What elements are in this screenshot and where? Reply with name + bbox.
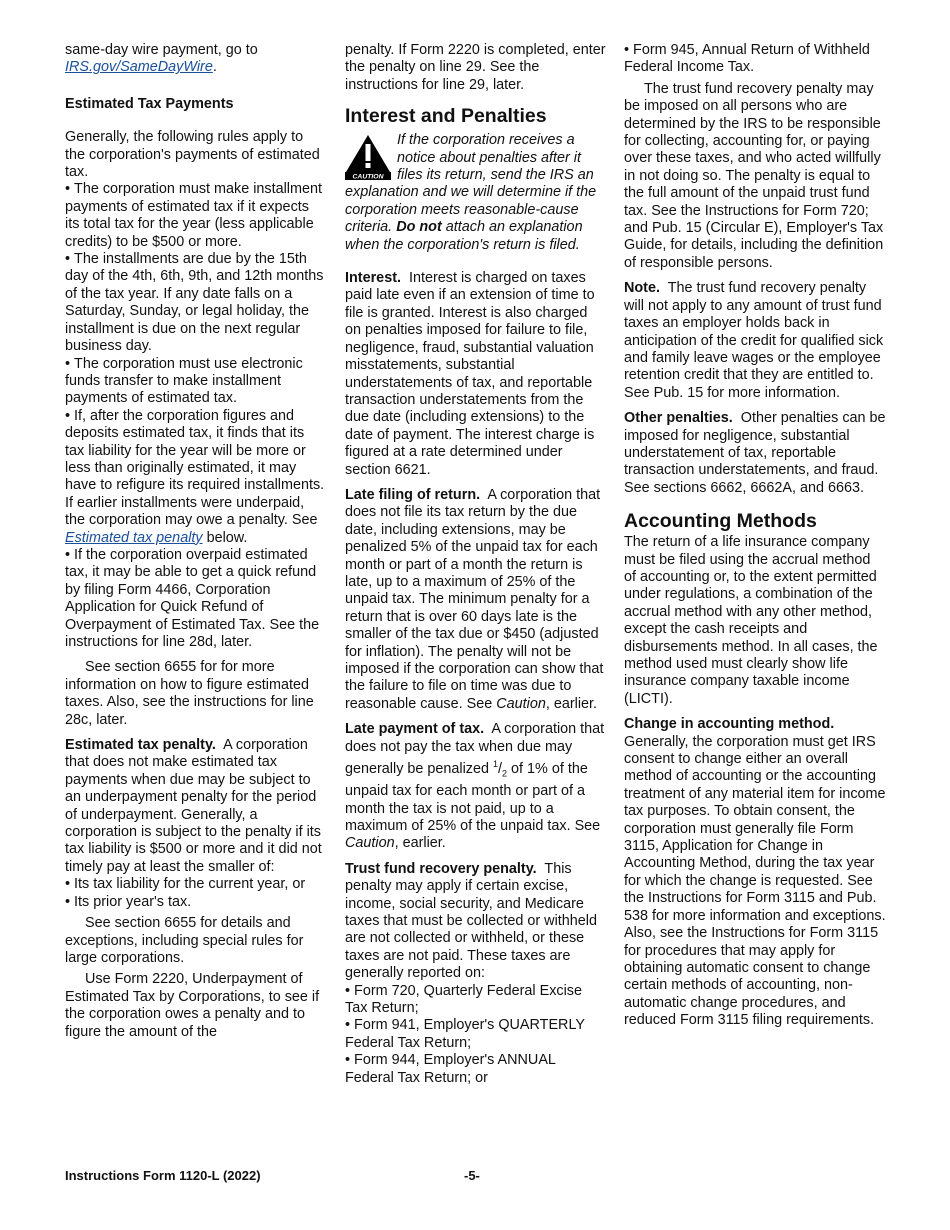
footer-page-number: -5- (464, 1168, 480, 1183)
paragraph-late-payment: Late payment of tax. A corporation that does not pay the tax when due may generally be penalized $^1/_2$ of 1% of the unpaid tax for each month or part of a month the tax is not paid, up to a maximum of 25% of the unpaid tax. See Caution, earlier. (345, 721, 605, 852)
bullet-current-year: • Its tax liability for the current year, or (65, 876, 327, 893)
paragraph-penalty-continued: penalty. If Form 2220 is completed, enter the penalty on line 29. See the instructions for line 29, later. (345, 42, 606, 93)
bullet-form-720: • Form 720, Quarterly Federal Excise Tax Return; (345, 983, 607, 1018)
paragraph-section-6655-details: See section 6655 for details and exceptions, including special rules for large corporations. (65, 915, 304, 966)
paragraph-general-rules: Generally, the following rules apply to the corporation's payments of estimated tax. (65, 129, 320, 181)
caution-do-not: Do not (396, 219, 442, 236)
paragraph-accounting-methods: The return of a life insurance company must be filed using the accrual method of accounting or, to the extent permitted under regulations, a combination of the accrual method with any other method, except the cash receipts and disbursements method. In all cases, the method used must clearly show life insurance company taxable income (LICTI). (624, 534, 878, 707)
paragraph-late-filing: Late filing of return. A corporation that does not file its tax return by the due date, including extensions, may be penalized 5% of the unpaid tax for each month or part of a month the return is late, up to a maximum of 25% of the unpaid tax. The minimum penalty for a return that is over 60 days late is the smaller of the tax due or $450 (adjusted for inflation). The penalty will not be imposed if the corporation can show that the failure to file on time was due to reasonable cause. See Caution, earlier. (345, 486, 604, 712)
heading-interest-and-penalties: Interest and Penalties (345, 105, 547, 128)
bullet-electronic-funds: • The corporation must use electronic funds transfer to make installment payments of estimated tax. (65, 356, 327, 408)
bullet-form-941: • Form 941, Employer's QUARTERLY Federal Tax Return; (345, 1017, 607, 1052)
paragraph-form-2220: Use Form 2220, Underpayment of Estimated Tax by Corporations, to see if the corporation owes a penalty and to figure the amount of the (65, 971, 320, 1040)
bullet-form-945: • Form 945, Annual Return of Withheld Federal Income Tax. (624, 42, 886, 77)
column-middle (345, 42, 607, 1087)
column-right (624, 42, 886, 1030)
paragraph-trust-fund-persons: The trust fund recovery penalty may be imposed on all persons who are determined by the IRS to be responsible for collecting, accounting for, or paying over these taxes, and who acted willfully in not doing so. The penalty is equal to the full amount of the unpaid trust fund tax. See the Instructions for Form 720; and Pub. 15 (Circular E), Employer's Tax Guide, for details, including the definition of responsible persons. (624, 80, 884, 271)
paragraph-wire: same-day wire payment, go to IRS.gov/SameDayWire. (65, 42, 258, 76)
caution-icon (345, 134, 391, 180)
label-trust-fund: Trust fund recovery penalty. (345, 860, 537, 877)
column-left (65, 42, 327, 1041)
label-interest: Interest. (345, 270, 401, 287)
heading-estimated-tax-payments: Estimated Tax Payments (65, 95, 234, 112)
bullet-installment-payments: • The corporation must make installment payments of estimated tax if it expects its total tax for the year (less applicable credits) to be $500 or more. (65, 181, 327, 251)
label-change-accounting: Change in accounting method. (624, 716, 835, 733)
footer-form-title: Instructions Form 1120-L (2022) (65, 1168, 261, 1183)
caution-icon-label: CAUTION (352, 173, 384, 181)
label-late-filing: Late filing of return. (345, 486, 481, 503)
bullet-refigure-installments: • If, after the corporation figures and deposits estimated tax, it finds that its tax liability for the year will be more or less than originally estimated, it may have to refigure its required installments. If earlier installments were underpaid, the corporation may owe a penalty. See Estimated tax penalty below. (65, 408, 327, 547)
paragraph-interest: Interest. Interest is charged on taxes paid late even if an extension of time to file is granted. Interest is also charged on penalties imposed for failure to file, negligence, fraud, substantial valuation misstatements, substantial understatements of tax, and reportable transaction understatements from the due date (including extensions) to the date of payment. The interest charge is figured at a rate determined under section 6621. (345, 270, 595, 478)
label-other-penalties: Other penalties. (624, 410, 733, 427)
paragraph-section-6655: See section 6655 for for more information on how to figure estimated taxes. Also, see the instructions for line 28c, later. (65, 659, 314, 728)
caution-note: CAUTION If the corporation receives a notice about penalties after it files its return, send the IRS an explanation and we will determine if the corporation meets reasonable-cause criteria. Do not attach an explanation when the corporation's return is filed. (345, 132, 597, 253)
link-same-day-wire[interactable]: IRS.gov/SameDayWire (65, 59, 213, 76)
bullet-prior-year: • Its prior year's tax. (65, 894, 327, 911)
paragraph-note: Note. The trust fund recovery penalty will not apply to any amount of trust fund taxes an employer holds back in anticipation of the credit for qualified sick and family leave wages or the employee retention credit that they are entitled to. See Pub. 15 for more information. (624, 280, 884, 401)
link-estimated-tax-penalty[interactable]: Estimated tax penalty (65, 529, 203, 546)
heading-accounting-methods: Accounting Methods (624, 510, 817, 533)
bullet-installment-due-dates: • The installments are due by the 15th day of the 4th, 6th, 9th, and 12th months of the tax year. If any date falls on a Saturday, Sunday, or legal holiday, the installment is due on the next regular business day. (65, 251, 327, 355)
label-estimated-tax-penalty: Estimated tax penalty. (65, 737, 216, 754)
paragraph-change-accounting: Change in accounting method. Generally, the corporation must get IRS consent to change either an overall method of accounting or the accounting treatment of any material item for income tax purposes. To obtain consent, the corporation must generally file Form 3115, Application for Change in Accounting Method, during the tax year for which the change is requested. See the Instructions for Form 3115 and Pub. 538 for more information and exceptions. Also, see the Instructions for Form 3115 for procedures that may apply for obtaining automatic consent to change certain methods of accounting, non-automatic change procedures, and reduced Form 3115 filing requirements. (624, 716, 886, 1029)
paragraph-trust-fund: Trust fund recovery penalty. This penalty may apply if certain excise, income, social security, and Medicare taxes that must be collected or withheld are not collected or withheld, or these taxes are not paid. These taxes are generally reported on: (345, 860, 597, 982)
paragraph-other-penalties: Other penalties. Other penalties can be imposed for negligence, substantial understatement of tax, reportable transaction understatements, and fraud. See sections 6662, 6662A, and 6663. (624, 410, 886, 496)
label-note: Note. (624, 280, 660, 297)
paragraph-estimated-tax-penalty: Estimated tax penalty. A corporation that does not make estimated tax payments when due may be subject to an underpayment penalty for the period of underpayment. Generally, a corporation is subject to the penalty if its tax liability is $500 or more and it did not timely pay at least the smaller of: (65, 737, 322, 875)
label-late-payment: Late payment of tax. (345, 721, 485, 738)
bullet-overpaid: • If the corporation overpaid estimated tax, it may be able to get a quick refund by filing Form 4466, Corporation Application for Quick Refund of Overpayment of Estimated Tax. See the instructions for line 28d, later. (65, 547, 327, 651)
bullet-form-944: • Form 944, Employer's ANNUAL Federal Tax Return; or (345, 1052, 607, 1087)
